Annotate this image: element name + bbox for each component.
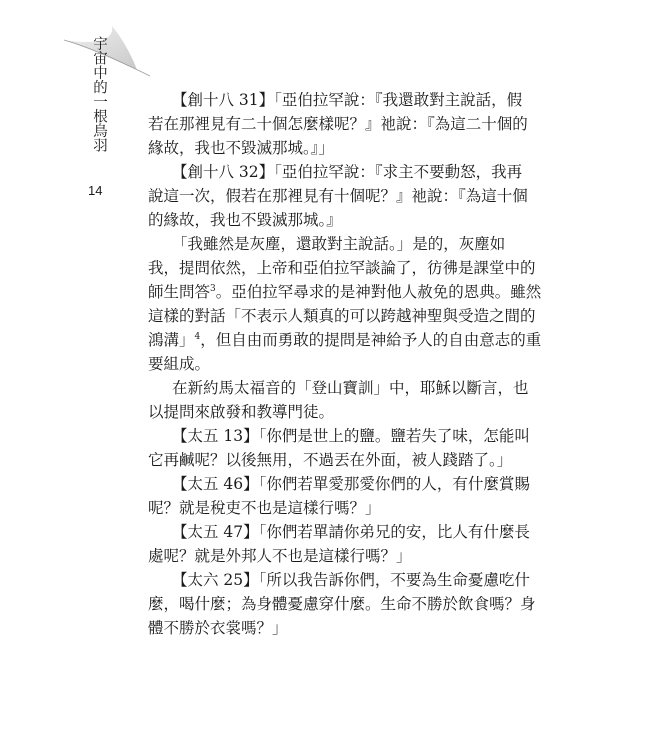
- text-line: 【創十八 32】「亞伯拉罕說：『求主不要動怒，我再: [172, 163, 523, 181]
- text-line: 【太五 47】「你們若單請你弟兄的安，比人有什麼長: [172, 523, 530, 541]
- page-number: 14: [88, 183, 103, 198]
- text-line: 處呢？就是外邦人不也是這樣行嗎？」: [148, 547, 412, 565]
- text-line: 的緣故，我也不毀滅那城。』: [148, 211, 342, 229]
- paragraph-matt-5-46: [148, 472, 530, 520]
- footnote-ref[interactable]: 3: [210, 283, 216, 294]
- paragraph-commentary: [148, 232, 542, 376]
- text-line: 若在那裡見有二十個怎麼樣呢？』祂說：『為這二十個的: [148, 115, 528, 133]
- text-line: 呢？就是稅吏不也是這樣行嗎？」: [148, 499, 381, 517]
- text-span: 師生問答: [148, 283, 211, 301]
- text-line: 【太六 25】「所以我告訴你們，不要為生命憂慮吃什: [172, 571, 530, 589]
- text-line: 說這一次，假若在那裡見有十個呢？』祂說：『為這十個: [148, 187, 528, 205]
- text-line: 我，提問依然，上帝和亞伯拉罕談論了，彷彿是課堂中的: [148, 259, 536, 277]
- text-line: 緣故，我也不毀滅那城。』」: [148, 139, 335, 157]
- text-line: 【太五 46】「你們若單愛那愛你們的人，有什麼賞賜: [172, 475, 530, 493]
- text-span: 鴻溝」: [148, 331, 195, 349]
- text-line: 要組成。: [148, 355, 211, 373]
- paragraph-matt-5-13: [148, 424, 530, 472]
- paragraph-sermon-intro: [148, 376, 529, 424]
- text-line: 它再鹹呢？以後無用，不過丟在外面，被人踐踏了。」: [148, 451, 513, 469]
- text-line: 【創十八 31】「亞伯拉罕說：『我還敢對主說話，假: [172, 91, 523, 109]
- text-line: 體不勝於衣裳嗎？」: [148, 619, 288, 637]
- paragraph-gen-18-32: [148, 160, 528, 232]
- feather-illustration: [62, 18, 152, 78]
- paragraph-gen-18-31: [148, 88, 528, 160]
- text-line: 【太五 13】「你們是世上的鹽。鹽若失了味，怎能叫: [172, 427, 530, 445]
- paragraph-matt-6-25: [148, 568, 536, 640]
- text-span: ，但自由而勇敢的提問是神給予人的自由意志的重: [200, 331, 542, 349]
- text-line: 這樣的對話「不表示人類真的可以跨越神聖與受造之間的: [148, 307, 536, 325]
- body-text: [148, 88, 542, 640]
- text-span: 。亞伯拉罕尋求的是神對他人赦免的恩典。雖然: [215, 283, 542, 301]
- text-line: 以提問來啟發和教導門徒。: [148, 403, 335, 421]
- text-line: 「我雖然是灰塵，還敢對主說話。」是的，灰塵如: [172, 235, 506, 253]
- text-line: [148, 328, 542, 352]
- running-book-title: 宇宙中的一根鳥羽: [91, 36, 107, 152]
- text-line: 在新約馬太福音的「登山寶訓」中，耶穌以斷言，也: [172, 379, 529, 397]
- paragraph-matt-5-47: [148, 520, 530, 568]
- text-line: 麼，喝什麼；為身體憂慮穿什麼。生命不勝於飲食嗎？身: [148, 595, 536, 613]
- footnote-ref[interactable]: 4: [194, 331, 201, 342]
- text-line: [148, 280, 542, 304]
